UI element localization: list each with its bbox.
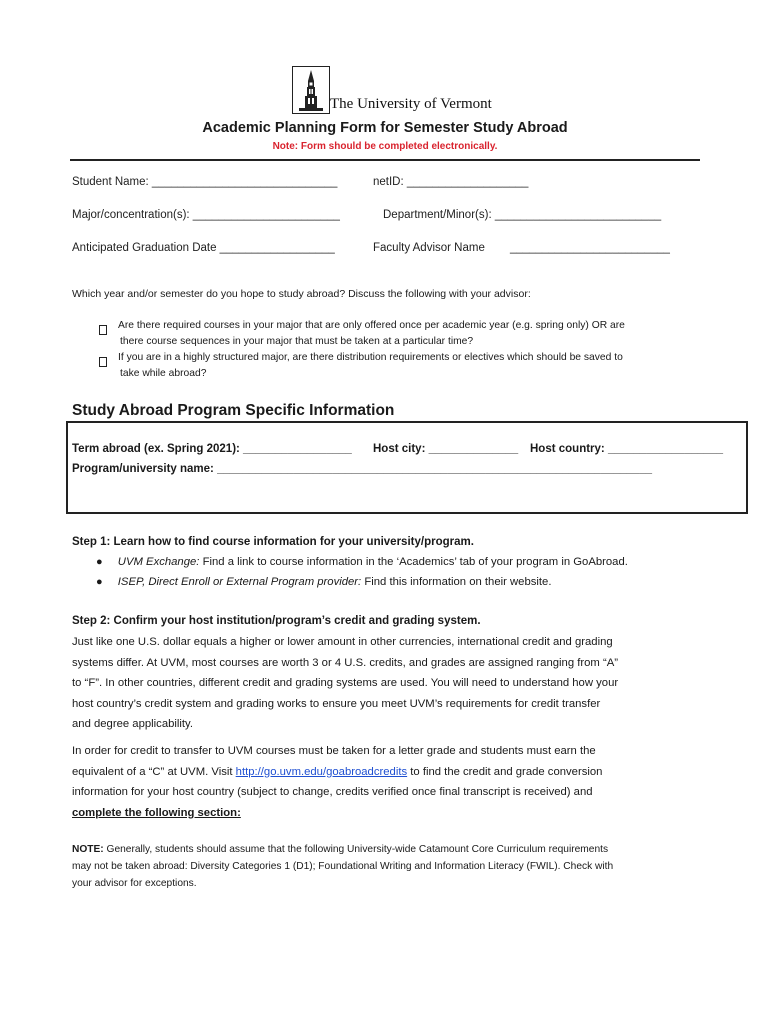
major-field[interactable]: Major/concentration(s): _______________________: [72, 209, 340, 221]
catamount-core-note: [72, 841, 712, 892]
step2-paragraph-1: [72, 632, 712, 735]
para2-line-2a: equivalent of a “C” at UVM. Visit: [72, 765, 233, 778]
note-label: NOTE:: [72, 844, 104, 855]
goabroad-credits-link[interactable]: http://go.uvm.edu/goabroadcredits: [235, 765, 408, 778]
para1-line-3: to “F”. In other countries, different credit and grading systems are used. You will need to understand how your: [72, 677, 619, 689]
graduation-date-field[interactable]: Anticipated Graduation Date __________________: [72, 242, 335, 254]
step1-heading: Step 1: Learn how to find course information for your university/program.: [72, 536, 474, 548]
bullet-2-line-1: If you are in a highly structured major, are there distribution requirements or electives which should be saved to: [118, 352, 623, 363]
note-line-1-text: Generally, students should assume that the following University-wide Catamount Core Curriculum requirements: [106, 844, 609, 855]
step2-heading: Step 2: Confirm your host institution/program’s credit and grading system.: [72, 615, 481, 627]
uvm-exchange-label: UVM Exchange:: [117, 556, 200, 568]
note-line-1: [72, 841, 712, 858]
para2-line-1: In order for credit to transfer to UVM courses must be taken for a letter grade and students must earn the: [72, 745, 596, 757]
discussion-bullet-2: [118, 350, 718, 382]
bullet-dot-icon: ●: [96, 576, 103, 588]
student-name-field[interactable]: Student Name: _____________________________: [72, 176, 338, 188]
para1-line-5: and degree applicability.: [72, 718, 194, 730]
advisor-label: Faculty Advisor Name: [373, 242, 485, 254]
discussion-bullet-1: [118, 318, 718, 350]
step1-bullet-2: [96, 576, 551, 588]
program-name-field[interactable]: Program/university name: ____________________________________________________________________: [72, 463, 652, 475]
checkbox-icon: [99, 354, 107, 372]
para1-line-4: host country’s credit system and grading works to ensure you meet UVM’s requirements for credit transfer: [72, 697, 601, 710]
logo-wordmark: The University of Vermont: [330, 96, 492, 112]
advisor-field[interactable]: _________________________: [510, 242, 670, 254]
note-line-3: your advisor for exceptions.: [72, 878, 197, 889]
para2-line-3: information for your host country (subject to change, credits verified once final transcript is received) and: [72, 786, 593, 798]
step1-bullet-1: [96, 556, 628, 568]
host-country-field[interactable]: Host country: __________________: [530, 443, 724, 455]
provider-text: Find this information on their website.: [364, 576, 552, 588]
bullet-2-line-2: take while abroad?: [120, 368, 207, 379]
page-title: Academic Planning Form for Semester Study Abroad: [202, 120, 568, 136]
netid-field[interactable]: netID: ___________________: [373, 176, 529, 188]
checkbox-icon: [99, 322, 107, 340]
note-line-2: may not be taken abroad: Diversity Categories 1 (D1); Foundational Writing and Information Literacy (FWIL). Check with: [72, 861, 614, 872]
step2-paragraph-2: [72, 741, 712, 823]
host-city-field[interactable]: Host city: ______________: [373, 443, 519, 455]
para1-line-2: systems differ. At UVM, most courses are worth 3 or 4 U.S. credits, and grades are assigned ranging from “A”: [72, 656, 619, 669]
department-field[interactable]: Department/Minor(s): __________________________: [383, 209, 662, 221]
uvm-exchange-text: Find a link to course information in the ‘Academics’ tab of your program in GoAbroad.: [202, 556, 628, 568]
provider-label: ISEP, Direct Enroll or External Program provider:: [117, 576, 362, 588]
bell-tower-icon: [293, 67, 329, 113]
university-logo: [292, 66, 330, 114]
term-abroad-field[interactable]: Term abroad (ex. Spring 2021): _________________: [72, 443, 352, 455]
program-section-heading: Study Abroad Program Specific Information: [72, 402, 395, 419]
study-abroad-question: Which year and/or semester do you hope to study abroad? Discuss the following with your advisor:: [72, 288, 531, 300]
bullet-dot-icon: ●: [96, 556, 103, 568]
header-divider: [70, 159, 700, 161]
para2-line-2: [72, 762, 712, 783]
para1-line-1: Just like one U.S. dollar equals a higher or lower amount in other currencies, international credit and grading: [72, 636, 613, 648]
bullet-1-line-2: there course sequences in your major that must be taken at a particular time?: [120, 336, 474, 347]
para2-line-4: complete the following section:: [72, 806, 241, 819]
para2-line-2b: to find the credit and grade conversion: [410, 765, 603, 778]
completion-note: Note: Form should be completed electronically.: [272, 141, 498, 152]
bullet-1-line-1: Are there required courses in your major that are only offered once per academic year (e.g. spring only) OR are: [118, 320, 625, 331]
